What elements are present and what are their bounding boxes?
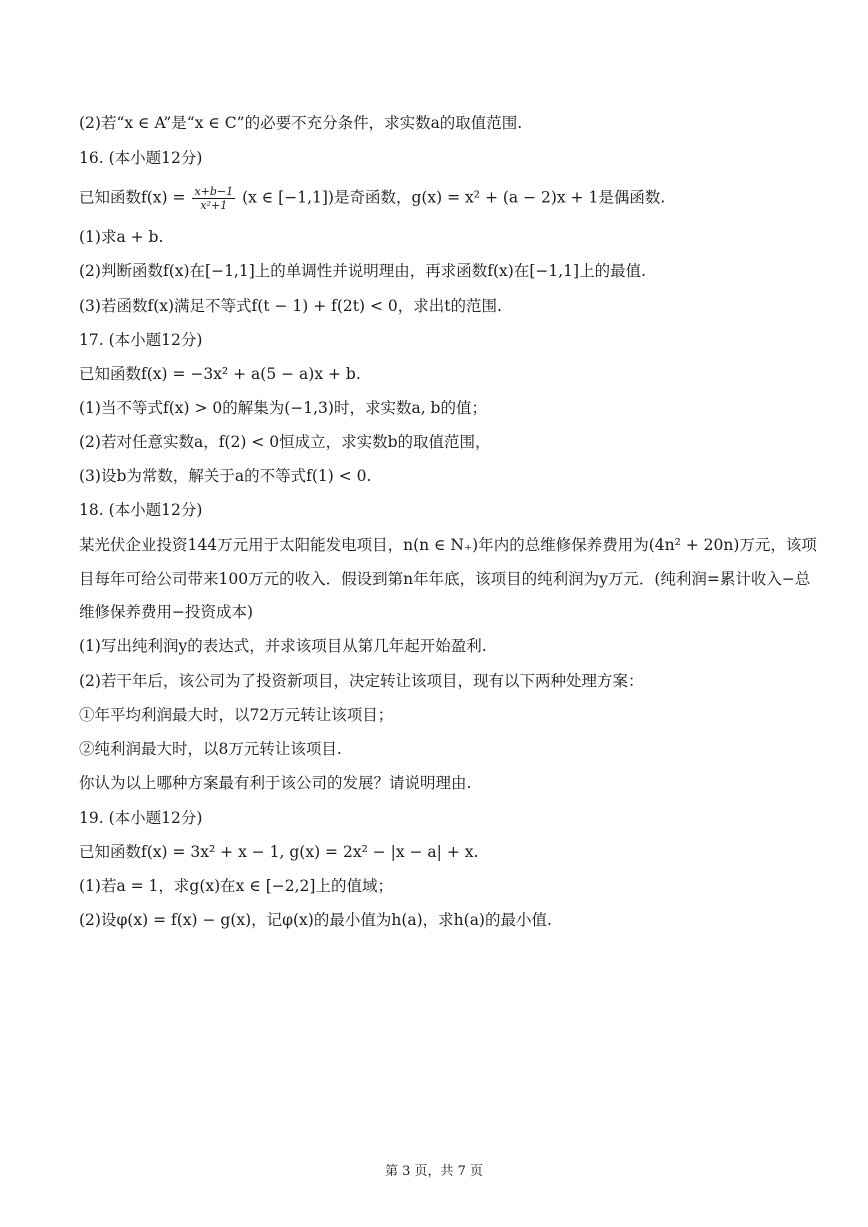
q17-stem: 已知函数f(x) = −3x² + a(5 − a)x + b. xyxy=(79,365,361,383)
q19-header: 19. (本小题12分) xyxy=(79,809,203,827)
q16-stem-a: 已知函数f(x) = xyxy=(79,188,186,207)
q16-fraction-denominator: x²+1 xyxy=(200,199,228,212)
q19-stem: 已知函数f(x) = 3x² + x − 1, g(x) = 2x² − |x − a| + x. xyxy=(79,843,479,861)
q18-header: 18. (本小题12分) xyxy=(79,501,203,519)
q16-fraction-numerator: x+b−1 xyxy=(194,185,234,198)
q18-stem-line2: 目每年可给公司带来100万元的收入．假设到第n年年底，该项目的纯利润为y万元．(纯利润=累计收入−总 xyxy=(79,570,811,588)
page-number-footer: 第 3 页，共 7 页 xyxy=(384,1164,484,1179)
q19-part2: (2)设φ(x) = f(x) − g(x)，记φ(x)的最小值为h(a)，求h(a)的最小值. xyxy=(79,911,552,929)
q16-part1: (1)求a + b. xyxy=(79,228,164,246)
q17-header: 17. (本小题12分) xyxy=(79,331,203,349)
q16-part2: (2)判断函数f(x)在[−1,1]上的单调性并说明理由，再求函数f(x)在[−1,1]上的最值. xyxy=(79,262,646,280)
q18-option2: ②纯利润最大时，以8万元转让该项目. xyxy=(79,740,342,758)
q17-part1: (1)当不等式f(x) > 0的解集为(−1,3)时，求实数a, b的值； xyxy=(79,399,487,417)
q15-part2: (2)若“x ∈ A”是“x ∈ C”的必要不充分条件，求实数a的取值范围. xyxy=(79,114,523,132)
q16-stem xyxy=(79,186,665,211)
q19-part1: (1)若a = 1，求g(x)在x ∈ [−2,2]上的值域； xyxy=(79,877,393,895)
q16-header: 16. (本小题12分) xyxy=(79,149,203,167)
q18-part2: (2)若干年后，该公司为了投资新项目，决定转让该项目，现有以下两种处理方案： xyxy=(79,672,644,690)
q18-option1: ①年平均利润最大时，以72万元转让该项目； xyxy=(79,706,394,724)
q18-part1: (1)写出纯利润y的表达式，并求该项目从第几年起开始盈利. xyxy=(79,637,487,655)
q16-stem-b: (x ∈ [−1,1])是奇函数，g(x) = x² + (a − 2)x + 1是偶函数. xyxy=(242,188,666,207)
q16-part3: (3)若函数f(x)满足不等式f(t − 1) + f(2t) < 0，求出t的范围. xyxy=(79,297,502,315)
q18-stem-line1: 某光伏企业投资144万元用于太阳能发电项目，n(n ∈ N₊)年内的总维修保养费用为(4n² + 20n)万元，该项 xyxy=(79,536,817,554)
q18-question: 你认为以上哪种方案最有利于该公司的发展？请说明理由. xyxy=(79,774,472,792)
q18-stem-line3: 维修保养费用−投资成本) xyxy=(79,603,254,621)
q17-part3: (3)设b为常数，解关于a的不等式f(1) < 0. xyxy=(79,467,372,485)
q17-part2: (2)若对任意实数a，f(2) < 0恒成立，求实数b的取值范围， xyxy=(79,433,491,451)
q16-fraction xyxy=(192,186,235,211)
